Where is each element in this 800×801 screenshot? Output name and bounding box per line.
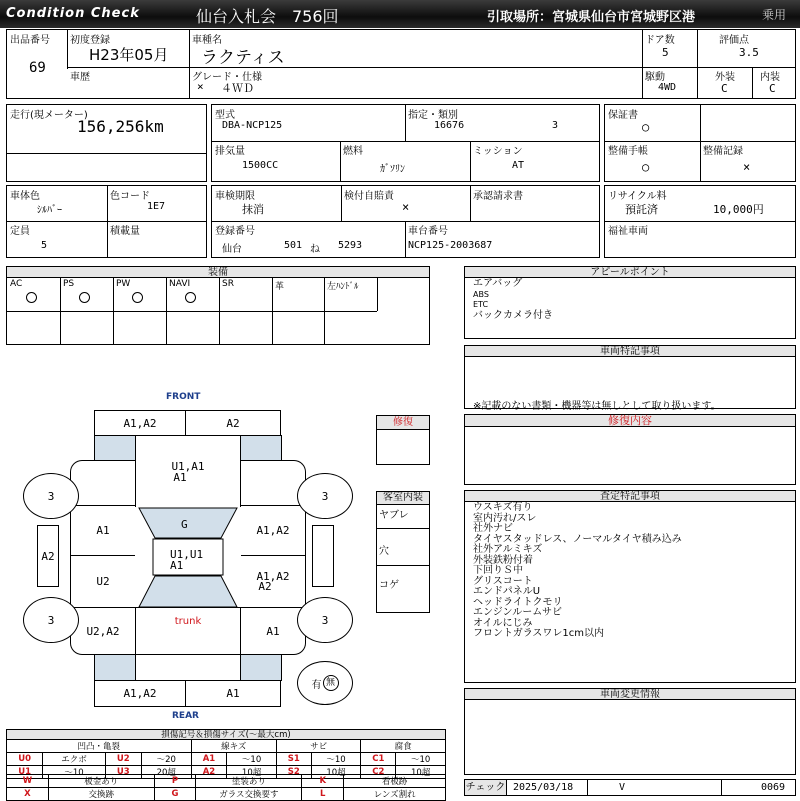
legend-table-2: W 板金あり P 塗装あり K 看板跡 X 交換跡 G ガラス交換要す L レンズ割れ [6, 774, 446, 801]
recycle-status: 預託済 [625, 203, 658, 216]
panel-right-front-door: A1,A2 [240, 505, 306, 556]
score: 3.5 [739, 46, 759, 59]
car-name: ラクティス [201, 48, 285, 68]
equip-ps: PS [60, 278, 113, 311]
wheel-rear-left: 3 [23, 597, 79, 643]
spare-tire: 有 無 [297, 661, 353, 705]
spec-grid: 型式 DBA-NCP125 指定・類別 16676 3 排気量 1500CC 燃料 ｶﾞｿﾘﾝ ミッション AT [211, 104, 600, 182]
recycle-grid: リサイクル料 預託済 10,000円 福祉車両 [604, 185, 796, 258]
roof-label-1: U1,U1 [170, 548, 204, 561]
inspection-notes-title: 査定特記事項 [464, 490, 796, 502]
designation: 16676 [434, 120, 465, 131]
front-label: FRONT [166, 392, 201, 402]
panel-left-quarter: U2,A2 [70, 607, 136, 655]
pw-check-icon [132, 292, 143, 306]
check-label: チェック [465, 782, 506, 793]
fuel: ｶﾞｿﾘﾝ [380, 164, 405, 175]
check-row [464, 779, 796, 796]
special-notes-box [464, 356, 796, 412]
headlight-left [94, 435, 136, 461]
exterior-cell: 外装 C [715, 72, 735, 95]
mileage: 156,256km [77, 117, 164, 136]
model: DBA-NCP125 [222, 120, 283, 131]
interior-tear: ヤブレ [379, 510, 409, 521]
interior-grade: C [769, 82, 776, 95]
maintenance-record: × [743, 160, 751, 174]
legend-table: 凹凸・亀裂 線キズ サビ 腐食 U0 エクボ U2 ～20 A1 ～10 S1 ～10 C1 ～10 U1 ～10 U3 20超 A2 10超 S2 10超 C2 10超 [6, 739, 446, 779]
auction-title: 仙台入札会 756回 [196, 7, 339, 26]
lot-number: 69 [29, 60, 46, 76]
repair-content-box [464, 426, 796, 485]
header-bar [0, 0, 800, 28]
special-notes-title: 車両特記事項 [464, 345, 796, 357]
rear-label: REAR [172, 711, 199, 721]
condition-check-logo: Condition Check [6, 6, 140, 21]
recycle-amount: 10,000円 [713, 203, 764, 216]
panel-rear-center [135, 654, 241, 681]
panel-right-quarter: A1 [240, 607, 306, 655]
repair-title: 修復 [376, 415, 430, 430]
ps-check-icon [79, 292, 90, 306]
panel-left-side: A2 [37, 525, 59, 587]
reg-number: 5293 [338, 240, 363, 251]
reg-area: 仙台 [222, 244, 242, 255]
panel-left-rear-door: U2 [70, 555, 136, 608]
transmission: AT [512, 160, 525, 171]
equip-pw: PW [113, 278, 166, 311]
panel-right-front-fender [240, 460, 306, 506]
check-mark: V [619, 782, 626, 793]
color-code: 1E7 [147, 201, 166, 212]
capacity: 5 [41, 240, 48, 251]
doors-cell: ドア数 5 [645, 35, 675, 59]
vehicle-type: 乗用 [762, 8, 787, 22]
history-cell: 車歴 [70, 72, 90, 83]
change-info-box [464, 699, 796, 775]
interior-burn: コゲ [379, 580, 399, 591]
taillight-right [240, 654, 282, 681]
check-code: 0069 [761, 782, 786, 793]
panel-rear-right: A1 [185, 680, 281, 707]
equipment-title: 装備 [6, 266, 430, 278]
ac-check-icon [26, 292, 37, 306]
grade-cell: グレード・仕様 × ４ＷＤ [192, 72, 262, 95]
mileage-cell: 走行(現メーター) 156,256km [6, 104, 207, 182]
warranty: ○ [642, 120, 650, 134]
roof-label-2: A1 [170, 559, 184, 572]
panel-left-front-door: A1 [70, 505, 136, 556]
legend-title: 損傷記号＆損傷サイズ(～最大cm) [6, 729, 446, 740]
grade: ４ＷＤ [221, 82, 254, 95]
panel-rear-left: A1,A2 [94, 680, 186, 707]
panel-left-front-fender [70, 460, 136, 506]
drive-cell: 駆動 4WD [645, 72, 677, 93]
appeal-title: アピールポイント [464, 266, 796, 278]
change-info-title: 車両変更情報 [464, 688, 796, 700]
maintenance-book: ○ [642, 160, 650, 174]
wheel-rear-right: 3 [297, 597, 353, 643]
wheel-front-left: 3 [23, 473, 79, 519]
documents-grid: 保証書 ○ 整備手帳 ○ 整備記録 × [604, 104, 796, 182]
headlight-right [240, 435, 282, 461]
panel-right-rear-door: A1,A2 A2 [240, 555, 306, 608]
repair-box [376, 415, 430, 465]
chassis-number: NCP125-2003687 [408, 240, 493, 251]
car-name-cell: 車種名 ラクティス [192, 35, 285, 68]
interior-title: 客室内装 [376, 491, 430, 505]
drive: 4WD [658, 82, 677, 93]
equip-sr: SR [222, 279, 234, 289]
inspection-notes-box: ウスキズ有り 室内汚れ/スレ 社外ナビ タイヤスタッドレス、ノーマルタイヤ積み込み 社外アルミキズ 外装鉄粉付着 下回りＳ中 グリスコート エンドパネルU ヘッドライトクモリ エンジンルームサビ オイルにじみ フロントガラスワレ1cm以内 [464, 501, 796, 683]
wheel-front-right: 3 [297, 473, 353, 519]
doors: 5 [662, 46, 669, 59]
panel-front-right: A2 [185, 410, 281, 436]
info-grid-top [6, 29, 796, 99]
exterior-grade: C [721, 82, 728, 95]
equip-navi: NAVI [166, 278, 219, 311]
spare-absent-icon: 無 [323, 675, 339, 691]
equip-left-hand-drive: 左ﾊﾝﾄﾞﾙ [327, 282, 359, 292]
interior-box [376, 491, 430, 613]
panel-trunk: trunk [135, 607, 241, 655]
interior-cell: 内装 C [760, 72, 780, 95]
lot-number-cell: 出品番号 69 [10, 35, 50, 76]
repair-content-title: 修復内容 [464, 414, 796, 427]
appeal-box: エアバッグ ABS ETC バックカメラ付き [464, 277, 796, 339]
navi-check-icon [185, 292, 196, 306]
reg-kana: ね [310, 244, 320, 255]
category: 3 [552, 120, 559, 131]
windshield-label: G [181, 518, 188, 531]
color-grid: 車体色 ｼﾙﾊﾞｰ 色コード 1E7 定員 5 積載量 [6, 185, 207, 258]
score-cell: 評価点 3.5 [719, 35, 759, 59]
equip-leather: 革 [275, 282, 285, 292]
first-registration: H23年05月 [89, 46, 169, 64]
panel-front-left: A1,A2 [94, 410, 186, 436]
reg-class: 501 [284, 240, 303, 251]
interior-hole: 穴 [379, 546, 389, 557]
body-color: ｼﾙﾊﾞｰ [37, 205, 62, 216]
panel-right-side [312, 525, 334, 587]
check-date: 2025/03/18 [513, 782, 574, 793]
pickup-location: 引取場所：宮城県仙台市宮城野区港 [487, 10, 696, 25]
registration-grid: 車検期限 抹消 検付自賠責 × 承認請求書 登録番号 仙台 501 ね 5293 車台番号 NCP125-2003687 [211, 185, 600, 258]
displacement: 1500CC [242, 160, 279, 171]
equip-ac: AC [7, 278, 60, 311]
grade-mark: × [197, 80, 204, 93]
insurance: × [402, 200, 410, 214]
special-notes-text: ※記載のない書類・機器等は無しとして取り扱います。 [473, 401, 721, 412]
equipment-grid [6, 277, 430, 345]
panel-hood: U1,A1 A1 [135, 435, 241, 508]
first-registration-cell: 初度登録 H23年05月 [70, 35, 169, 64]
taillight-left [94, 654, 136, 681]
inspection-expiry: 抹消 [242, 203, 264, 216]
